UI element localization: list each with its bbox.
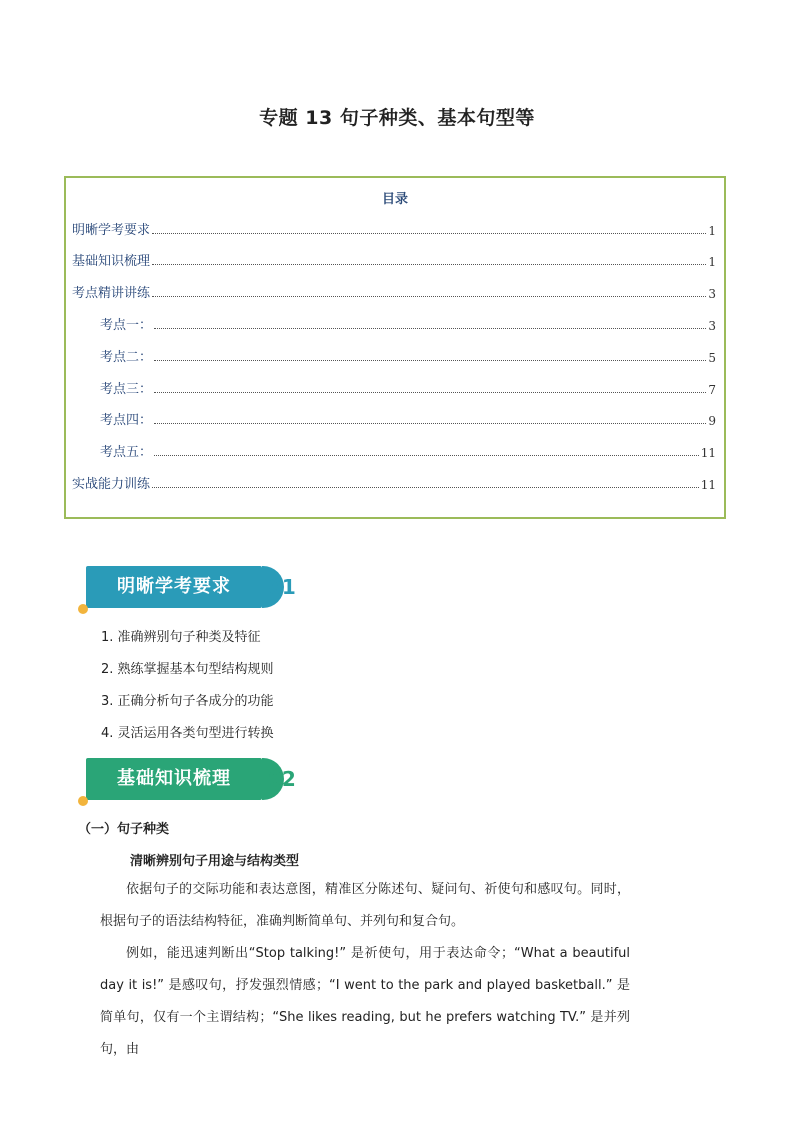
- toc-item[interactable]: [72, 474, 716, 492]
- toc-leader-dots: [152, 487, 699, 488]
- toc-item-page: 5: [708, 351, 716, 365]
- paragraph: 依据句子的交际功能和表达意图，精准区分陈述句、疑问句、祈使句和感叹句。同时，根据句子的语法结构特征，准确判断简单句、并列句和复合句。: [100, 882, 630, 929]
- toc-leader-dots: [154, 360, 706, 361]
- toc-item-page: 7: [708, 383, 716, 397]
- toc-item-label: 考点四：: [100, 413, 153, 428]
- toc-item-page: 9: [708, 414, 716, 428]
- subsection-heading: 清晰辨别句子用途与结构类型: [130, 854, 300, 869]
- banner-label: 明晰学考要求: [117, 576, 231, 597]
- toc-leader-dots: [154, 455, 699, 456]
- toc-leader-dots: [154, 392, 706, 393]
- toc-leader-dots: [152, 233, 706, 234]
- banner-number: 01: [268, 575, 296, 599]
- toc-item-label: 实战能力训练: [72, 477, 151, 492]
- toc-item-label: 考点三：: [100, 382, 153, 397]
- bullet-dot-icon: [78, 796, 88, 806]
- toc-item-page: 11: [700, 446, 716, 460]
- section-heading: （一）句子种类: [78, 822, 170, 837]
- toc-item-page: 1: [708, 224, 716, 238]
- toc-leader-dots: [154, 328, 706, 329]
- toc-item[interactable]: [100, 442, 716, 460]
- toc-item-page: 1: [708, 255, 716, 269]
- toc-item-label: 考点一：: [100, 318, 153, 333]
- toc-item-label: 明晰学考要求: [72, 223, 151, 238]
- toc-item[interactable]: [100, 315, 716, 333]
- bullet-dot-icon: [78, 604, 88, 614]
- toc-item[interactable]: [100, 347, 716, 365]
- toc-item[interactable]: [100, 410, 716, 428]
- toc-leader-dots: [152, 264, 706, 265]
- requirement-item: 3. 正确分析句子各成分的功能: [101, 694, 274, 709]
- toc-item-label: 考点五：: [100, 445, 153, 460]
- page-title: 专题 13 句子种类、基本句型等: [259, 107, 535, 129]
- requirement-item: 1. 准确辨别句子种类及特征: [101, 630, 261, 645]
- toc-item-page: 3: [708, 287, 716, 301]
- toc-item-page: 11: [700, 478, 716, 492]
- banner-label: 基础知识梳理: [117, 768, 231, 789]
- table-of-contents: [64, 176, 726, 519]
- toc-heading: 目录: [381, 192, 408, 207]
- toc-item-page: 3: [708, 319, 716, 333]
- toc-item[interactable]: [72, 220, 716, 238]
- toc-leader-dots: [154, 423, 706, 424]
- banner-number: 02: [268, 767, 296, 791]
- paragraph: 例如，能迅速判断出“Stop talking!” 是祈使句，用于表达命令；“What a beautiful day it is!” 是感叹句，抒发强烈情感；“I went to the park and played basketball.” 是简单句，仅有一个主谓结构；“She likes reading, but he prefers watching TV.” 是并列句，由: [100, 946, 630, 1057]
- toc-item[interactable]: [72, 283, 716, 301]
- toc-leader-dots: [152, 296, 706, 297]
- toc-item-label: 基础知识梳理: [72, 254, 151, 269]
- toc-item-label: 考点精讲讲练: [72, 286, 151, 301]
- toc-item-label: 考点二：: [100, 350, 153, 365]
- toc-item[interactable]: [72, 251, 716, 269]
- toc-item[interactable]: [100, 379, 716, 397]
- requirement-item: 2. 熟练掌握基本句型结构规则: [101, 662, 274, 677]
- requirement-item: 4. 灵活运用各类句型进行转换: [101, 726, 274, 741]
